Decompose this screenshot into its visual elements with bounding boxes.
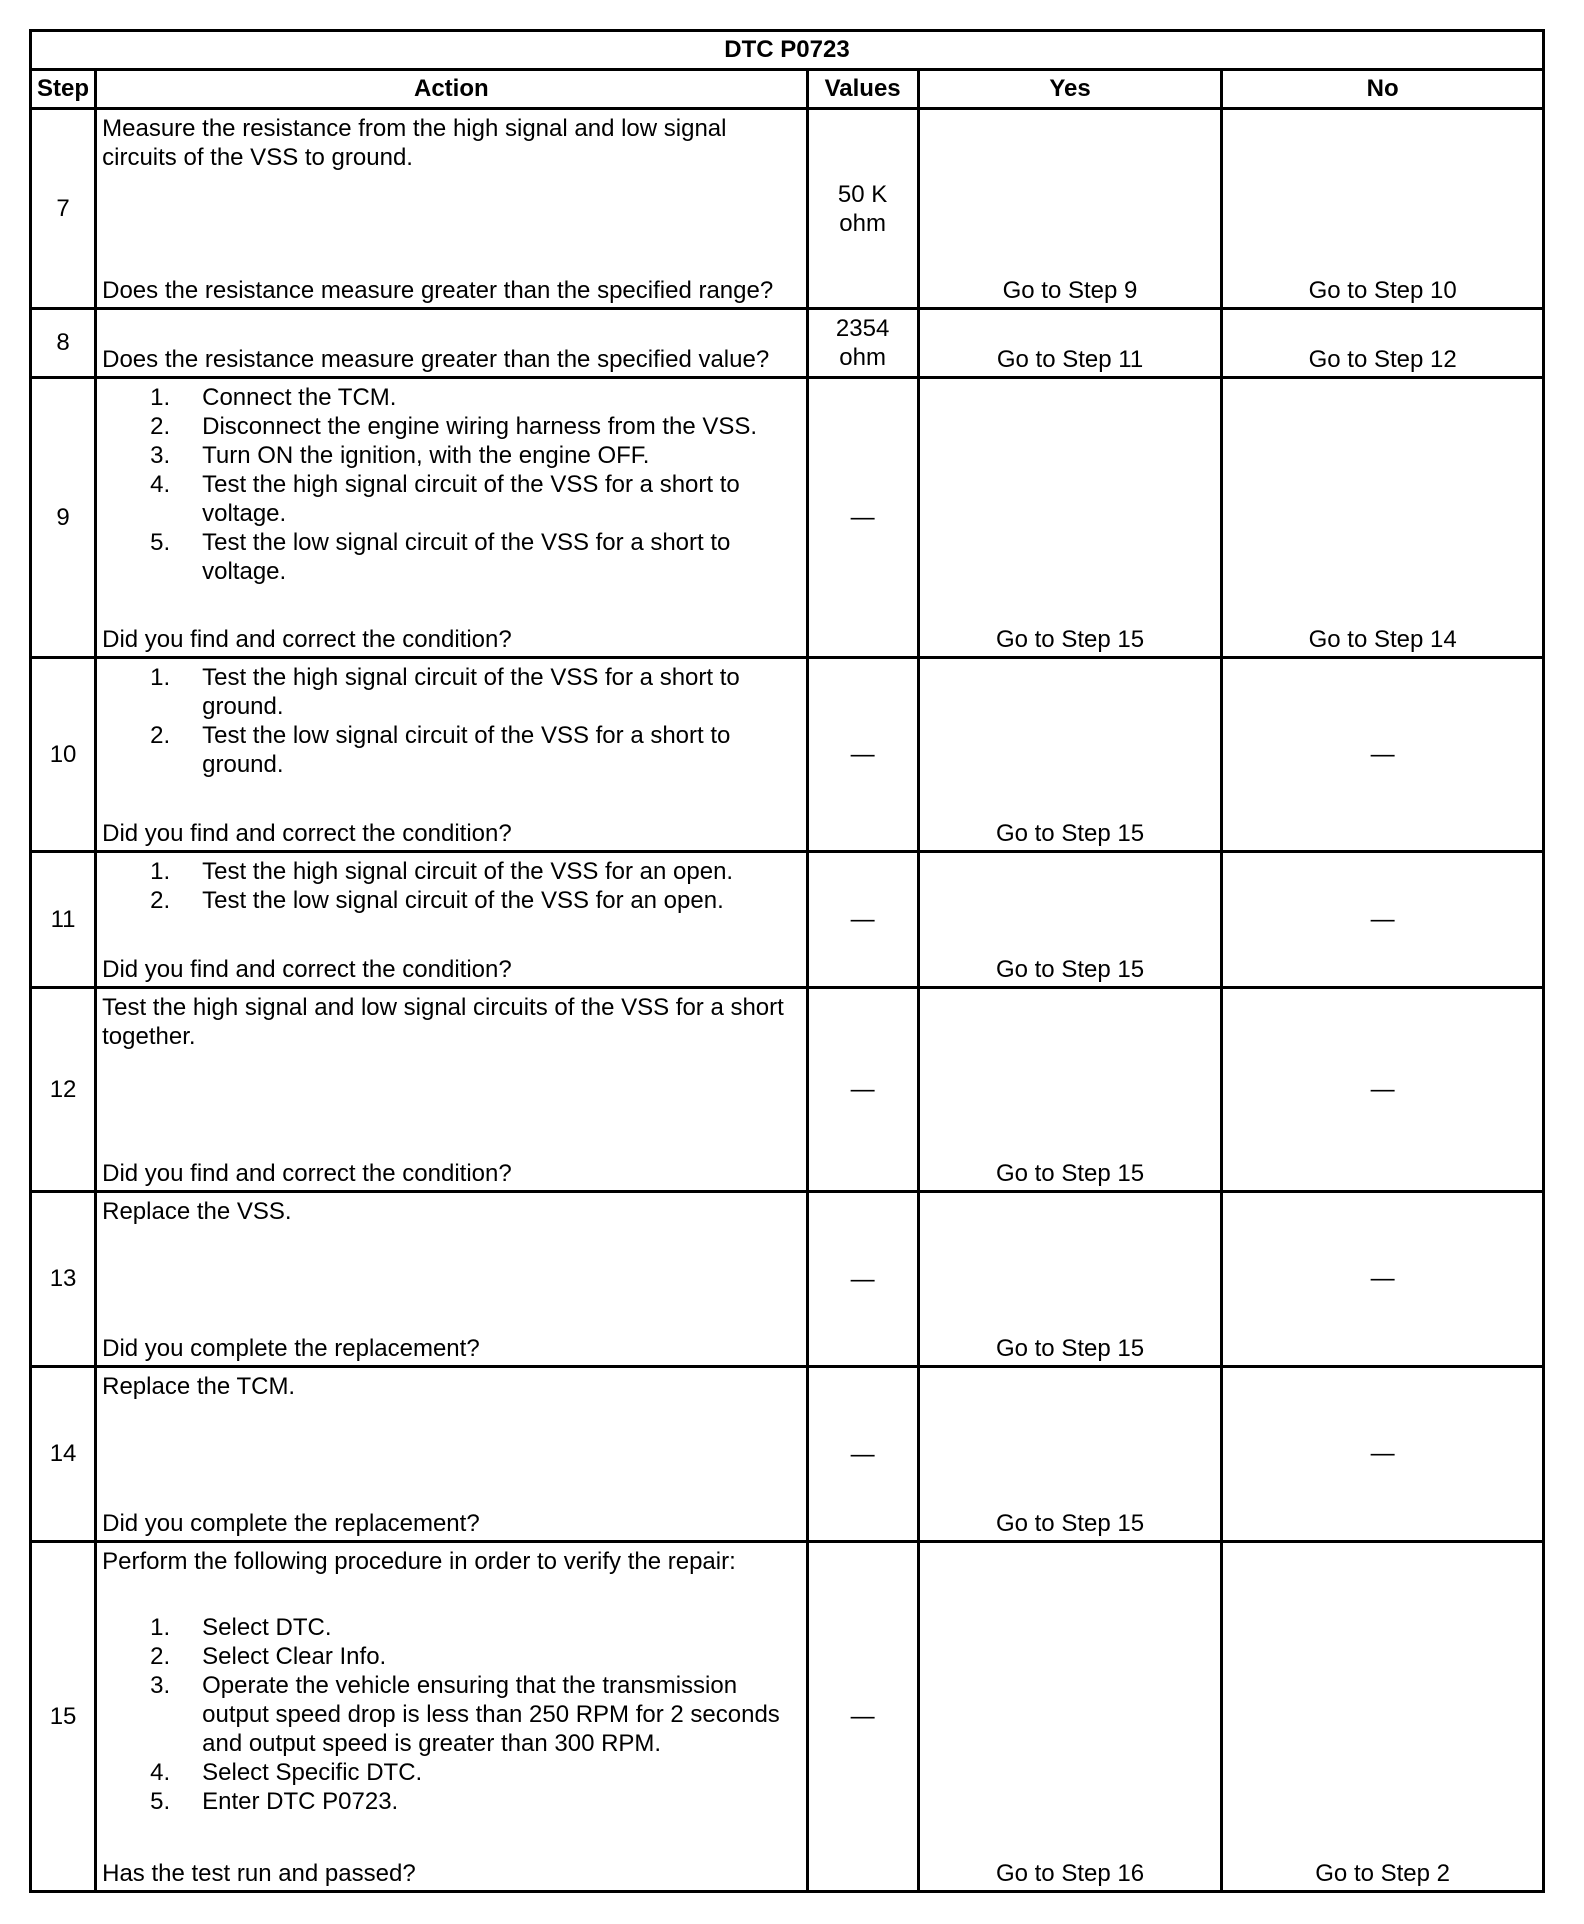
table-row [31,1542,1544,1892]
list-item-text: Disconnect the engine wiring harness from the VSS. [202,413,758,440]
list-item-text: Enter DTC P0723. [202,1788,399,1815]
list-item-text: Test the low signal circuit of the VSS for a short to ground. [202,722,731,778]
list-item-number: 2. [150,413,171,440]
no-cell [1222,988,1544,1192]
step-number: 11 [31,852,96,988]
list-item-number: 5. [150,1788,171,1815]
action-question: Does the resistance measure greater than the specified value? [102,346,770,373]
no-cell [1222,309,1544,378]
value-cell [807,109,918,309]
header-no: No [1222,70,1544,109]
yes-target: Go to Step 15 [995,626,1145,653]
value-text: — [850,906,875,933]
list-item-text: Test the high signal circuit of the VSS for a short to ground. [202,664,740,720]
list-item [102,857,801,886]
table-row [31,852,1544,988]
table-row [31,1192,1544,1367]
value-cell [807,309,918,378]
yes-cell [918,1367,1222,1542]
action-step-list [102,1613,801,1816]
yes-cell [918,1192,1222,1367]
no-target: — [1370,1075,1395,1103]
yes-target: Go to Step 15 [995,956,1145,983]
action-step-list [102,857,801,915]
yes-cell [918,658,1222,852]
no-target: Go to Step 2 [1315,1860,1451,1887]
yes-target: Go to Step 15 [995,1160,1145,1187]
list-item-number: 1. [150,858,171,885]
value-text: — [850,1265,875,1293]
no-target: — [1370,905,1395,933]
value-cell [807,1542,918,1892]
step-number: 10 [31,658,96,852]
list-item [102,1613,801,1642]
list-item-number: 1. [150,1614,171,1641]
list-item [102,412,801,441]
list-item [102,1642,801,1671]
action-question: Does the resistance measure greater than the specified range? [102,277,774,304]
no-target: — [1370,1265,1395,1292]
list-item [102,383,801,412]
value-cell [807,988,918,1192]
action-text: Test the high signal and low signal circuits of the VSS for a short together. [102,994,784,1050]
list-item [102,1758,801,1787]
no-cell [1222,378,1544,658]
value-text: — [850,1440,875,1468]
action-cell [96,109,807,309]
list-item [102,441,801,470]
no-target: Go to Step 14 [1308,626,1457,653]
header-values: Values [807,70,918,109]
no-target: — [1370,740,1395,768]
no-target: Go to Step 10 [1308,277,1457,304]
step-number: 9 [31,378,96,658]
list-item-number: 4. [150,1759,171,1786]
table-body [31,109,1544,1892]
list-item [102,721,801,779]
table-row [31,988,1544,1192]
list-item-text: Select DTC. [202,1614,332,1641]
no-cell [1222,1192,1544,1367]
list-item-number: 2. [150,722,171,749]
action-cell [96,378,807,658]
list-item-text: Turn ON the ignition, with the engine OFF. [202,442,650,469]
list-item-text: Test the low signal circuit of the VSS for a short to voltage. [202,529,731,585]
list-item-text: Test the high signal circuit of the VSS for an open. [202,858,734,885]
value-text: — [850,1076,875,1103]
no-cell [1222,109,1544,309]
value-text: — [850,741,875,768]
action-question: Did you complete the replacement? [102,1335,480,1362]
step-number: 8 [31,309,96,378]
list-item-number: 2. [150,887,171,914]
action-cell [96,1192,807,1367]
value-text: — [850,1703,875,1730]
list-item-text: Select Clear Info. [202,1643,387,1670]
value-text: 2354 ohm [835,315,890,371]
yes-cell [918,309,1222,378]
no-cell [1222,1542,1544,1892]
header-action: Action [96,70,807,109]
yes-cell [918,109,1222,309]
action-text: Measure the resistance from the high signal and low signal circuits of the VSS to ground. [102,115,727,171]
list-item-number: 2. [150,1643,171,1670]
action-step-list [102,383,801,586]
yes-cell [918,852,1222,988]
yes-target: Go to Step 11 [996,346,1144,373]
action-cell [96,852,807,988]
yes-target: Go to Step 15 [995,1335,1145,1362]
action-cell [96,309,807,378]
list-item-number: 3. [150,1672,171,1699]
dtc-table [29,29,1545,1893]
action-text: Perform the following procedure in order to verify the repair: [102,1548,736,1575]
table-title: DTC P0723 [31,31,1544,70]
action-cell [96,1542,807,1892]
yes-cell [918,1542,1222,1892]
list-item [102,470,801,528]
value-cell [807,378,918,658]
no-cell [1222,1367,1544,1542]
action-text: Replace the VSS. [102,1198,292,1225]
step-number: 7 [31,109,96,309]
action-question: Did you find and correct the condition? [102,956,512,983]
step-number: 13 [31,1192,96,1367]
yes-cell [918,988,1222,1192]
list-item-number: 4. [150,471,171,498]
value-text: — [850,504,875,531]
action-cell [96,658,807,852]
list-item [102,663,801,721]
step-number: 12 [31,988,96,1192]
list-item-number: 1. [150,664,171,691]
table-row [31,378,1544,658]
value-cell [807,852,918,988]
action-question: Did you find and correct the condition? [102,820,512,847]
yes-target: Go to Step 15 [995,1510,1145,1537]
action-text: Replace the TCM. [102,1373,296,1400]
list-item-text: Test the high signal circuit of the VSS for a short to voltage. [202,471,740,527]
value-text: 50 K ohm [837,180,888,237]
list-item-text: Test the low signal circuit of the VSS for an open. [202,887,724,914]
action-cell [96,988,807,1192]
no-target: — [1370,1440,1395,1467]
yes-target: Go to Step 15 [995,820,1145,847]
header-yes: Yes [918,70,1222,109]
list-item-number: 5. [150,529,171,556]
no-target: Go to Step 12 [1308,346,1457,373]
yes-target: Go to Step 9 [1002,277,1138,304]
no-cell [1222,852,1544,988]
value-cell [807,1367,918,1542]
value-cell [807,1192,918,1367]
list-item-text: Connect the TCM. [202,384,397,411]
action-question: Did you complete the replacement? [102,1510,480,1537]
list-item-text: Select Specific DTC. [202,1759,423,1786]
action-cell [96,1367,807,1542]
action-step-list [102,663,801,779]
yes-target: Go to Step 16 [995,1860,1145,1887]
list-item [102,1787,801,1816]
action-question: Did you find and correct the condition? [102,1160,512,1187]
no-cell [1222,658,1544,852]
action-question: Has the test run and passed? [102,1860,416,1887]
action-question: Did you find and correct the condition? [102,626,512,653]
list-item [102,528,801,586]
step-number: 14 [31,1367,96,1542]
yes-cell [918,378,1222,658]
list-item-number: 1. [150,384,171,411]
list-item [102,1671,801,1758]
table-row [31,109,1544,309]
header-step: Step [31,70,96,109]
list-item-text: Operate the vehicle ensuring that the transmission output speed drop is less than 250 RPM for 2 seconds and output speed is greater than 300 RPM. [202,1672,780,1757]
step-number: 15 [31,1542,96,1892]
list-item [102,886,801,915]
table-row [31,1367,1544,1542]
list-item-number: 3. [150,442,171,469]
table-row [31,658,1544,852]
value-cell [807,658,918,852]
table-row [31,309,1544,378]
